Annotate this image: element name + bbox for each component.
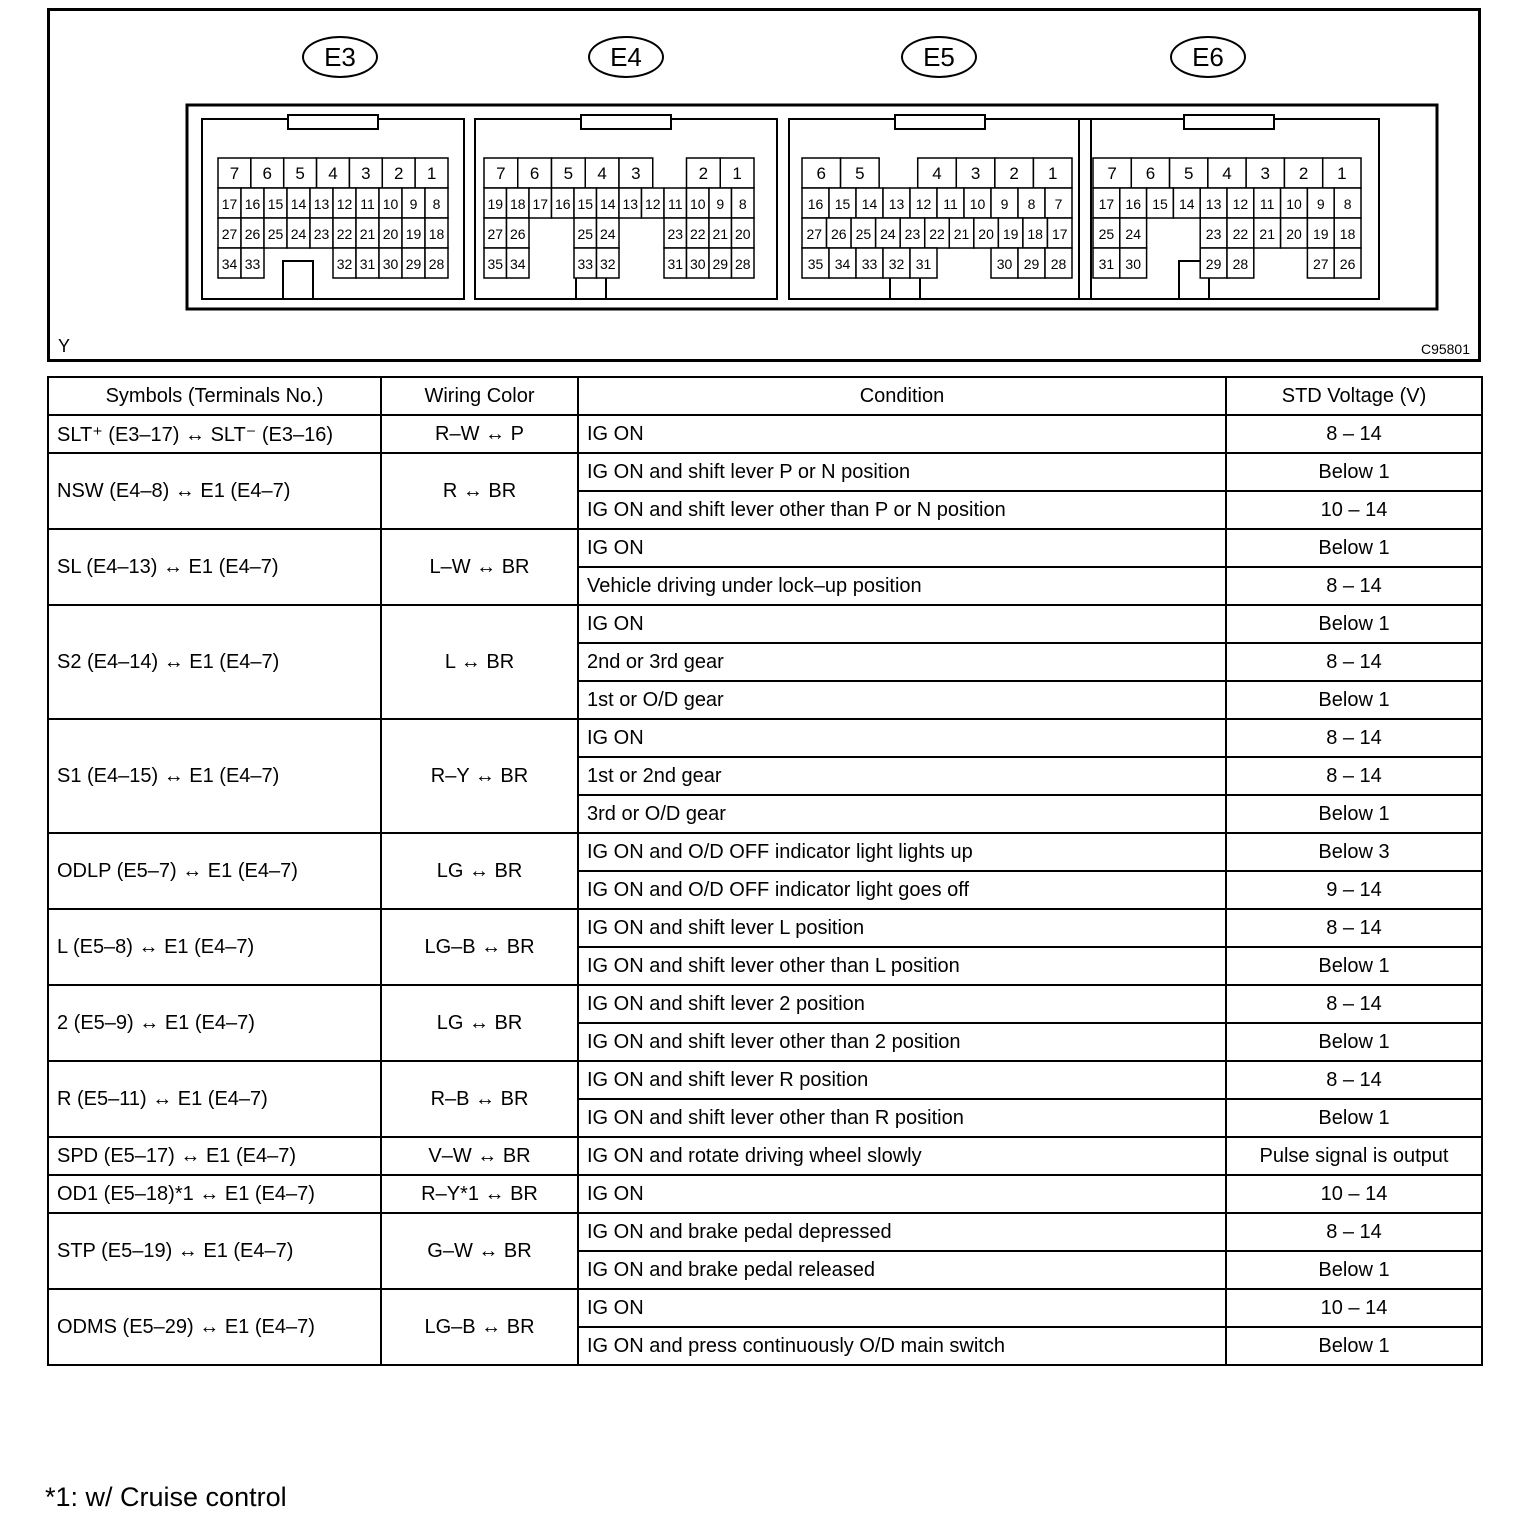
pin-number: 7 bbox=[1054, 196, 1063, 212]
condition-cell: IG ON bbox=[578, 1289, 1226, 1327]
wiring-color-cell: R–W ↔ P bbox=[381, 415, 578, 453]
std-voltage-cell: 8 – 14 bbox=[1226, 985, 1482, 1023]
view-mark: Y bbox=[58, 336, 71, 356]
std-voltage-cell: 9 – 14 bbox=[1226, 871, 1482, 909]
pin-number: 30 bbox=[382, 256, 399, 272]
pin-number: 5 bbox=[563, 164, 574, 183]
condition-cell: IG ON and shift lever other than R position bbox=[578, 1099, 1226, 1137]
table-header-row bbox=[48, 377, 1482, 415]
pin-number: 8 bbox=[1027, 196, 1036, 212]
pin-number: 33 bbox=[577, 256, 594, 272]
condition-cell: 2nd or 3rd gear bbox=[578, 643, 1226, 681]
pin-number: 2 bbox=[1298, 164, 1309, 183]
pin-number: 29 bbox=[712, 256, 729, 272]
condition-cell: IG ON bbox=[578, 1175, 1226, 1213]
terminal-symbol-cell: L (E5–8) ↔ E1 (E4–7) bbox=[48, 909, 381, 985]
pin-number: 11 bbox=[360, 196, 375, 212]
terminal-symbol-cell: NSW (E4–8) ↔ E1 (E4–7) bbox=[48, 453, 381, 529]
connector-label-e5: E5 bbox=[901, 36, 977, 78]
std-voltage-cell: Below 1 bbox=[1226, 1251, 1482, 1289]
std-voltage-cell: 8 – 14 bbox=[1226, 415, 1482, 453]
pin-number: 15 bbox=[1152, 196, 1168, 212]
pin-number: 8 bbox=[1343, 196, 1352, 212]
table-row bbox=[48, 1213, 1482, 1251]
terminal-symbol-cell: SLT⁺ (E3–17) ↔ SLT⁻ (E3–16) bbox=[48, 415, 381, 453]
condition-cell: IG ON and shift lever other than 2 position bbox=[578, 1023, 1226, 1061]
table-row bbox=[48, 1061, 1482, 1099]
pin-number: 21 bbox=[359, 226, 376, 242]
pin-number: 3 bbox=[361, 164, 371, 183]
std-voltage-cell: Below 1 bbox=[1226, 529, 1482, 567]
terminal-symbol-cell: S1 (E4–15) ↔ E1 (E4–7) bbox=[48, 719, 381, 833]
pin-number: 6 bbox=[1145, 164, 1156, 183]
condition-cell: IG ON bbox=[578, 415, 1226, 453]
table-row bbox=[48, 415, 1482, 453]
condition-cell: 1st or O/D gear bbox=[578, 681, 1226, 719]
pin-number: 9 bbox=[409, 196, 418, 212]
pin-number: 5 bbox=[295, 164, 305, 183]
pin-number: 15 bbox=[577, 196, 594, 212]
std-voltage-cell: Below 1 bbox=[1226, 795, 1482, 833]
pin-number: 24 bbox=[880, 226, 896, 242]
pin-number: 35 bbox=[807, 256, 824, 272]
wiring-color-cell: R–Y*1 ↔ BR bbox=[381, 1175, 578, 1213]
pin-number: 7 bbox=[496, 164, 506, 183]
connector-diagram bbox=[47, 8, 1481, 362]
header-condition: Condition bbox=[578, 377, 1226, 415]
pin-number: 25 bbox=[1098, 226, 1115, 242]
pin-number: 14 bbox=[861, 196, 878, 212]
pin-number: 22 bbox=[929, 226, 945, 242]
std-voltage-cell: Below 1 bbox=[1226, 947, 1482, 985]
terminal-symbol-cell: S2 (E4–14) ↔ E1 (E4–7) bbox=[48, 605, 381, 719]
pin-number: 35 bbox=[487, 256, 504, 272]
std-voltage-cell: 10 – 14 bbox=[1226, 1175, 1482, 1213]
pin-number: 12 bbox=[336, 196, 353, 212]
pin-number: 25 bbox=[577, 226, 594, 242]
pin-number: 10 bbox=[969, 196, 986, 212]
wiring-color-cell: L–W ↔ BR bbox=[381, 529, 578, 605]
condition-cell: Vehicle driving under lock–up position bbox=[578, 567, 1226, 605]
pin-number: 26 bbox=[831, 226, 847, 242]
wiring-color-cell: LG ↔ BR bbox=[381, 985, 578, 1061]
condition-cell: IG ON and O/D OFF indicator light goes off bbox=[578, 871, 1226, 909]
pin-number: 19 bbox=[487, 196, 504, 212]
pin-number: 28 bbox=[1050, 256, 1067, 272]
pin-number: 4 bbox=[597, 164, 607, 183]
pin-number: 17 bbox=[532, 196, 549, 212]
terminal-symbol-cell: ODLP (E5–7) ↔ E1 (E4–7) bbox=[48, 833, 381, 909]
pin-number: 13 bbox=[888, 196, 905, 212]
pin-number: 20 bbox=[382, 226, 399, 242]
wiring-color-cell: L ↔ BR bbox=[381, 605, 578, 719]
pin-number: 6 bbox=[816, 164, 827, 183]
pin-number: 22 bbox=[1232, 226, 1249, 242]
pin-number: 2 bbox=[393, 164, 404, 183]
pin-number: 30 bbox=[1125, 256, 1141, 272]
pin-number: 5 bbox=[1183, 164, 1194, 183]
header-symbols: Symbols (Terminals No.) bbox=[48, 377, 381, 415]
table-row bbox=[48, 1289, 1482, 1327]
terminal-symbol-cell: 2 (E5–9) ↔ E1 (E4–7) bbox=[48, 985, 381, 1061]
connector-latch-e3 bbox=[288, 115, 378, 129]
pin-number: 14 bbox=[599, 196, 616, 212]
pin-number: 11 bbox=[943, 196, 958, 212]
pin-number: 27 bbox=[1313, 256, 1329, 272]
std-voltage-cell: Below 1 bbox=[1226, 681, 1482, 719]
std-voltage-cell: Pulse signal is output bbox=[1226, 1137, 1482, 1175]
pin-number: 8 bbox=[432, 196, 441, 212]
table-row bbox=[48, 453, 1482, 491]
std-voltage-cell: 8 – 14 bbox=[1226, 643, 1482, 681]
pin-number: 27 bbox=[806, 226, 823, 242]
pin-number: 6 bbox=[529, 164, 540, 183]
condition-cell: IG ON bbox=[578, 605, 1226, 643]
header-std-voltage: STD Voltage (V) bbox=[1226, 377, 1482, 415]
pin-number: 27 bbox=[221, 226, 238, 242]
pin-number: 30 bbox=[689, 256, 706, 272]
pin-number: 3 bbox=[631, 164, 641, 183]
pin-number: 20 bbox=[734, 226, 751, 242]
pin-number: 9 bbox=[716, 196, 725, 212]
std-voltage-cell: 8 – 14 bbox=[1226, 567, 1482, 605]
wiring-color-cell: LG–B ↔ BR bbox=[381, 1289, 578, 1365]
pin-number: 14 bbox=[290, 196, 307, 212]
pin-number: 20 bbox=[1286, 226, 1302, 242]
pin-number: 1 bbox=[732, 164, 742, 183]
std-voltage-cell: 8 – 14 bbox=[1226, 757, 1482, 795]
pin-number: 21 bbox=[712, 226, 729, 242]
pin-number: 26 bbox=[244, 226, 261, 242]
std-voltage-cell: Below 1 bbox=[1226, 605, 1482, 643]
pin-number: 23 bbox=[1205, 226, 1222, 242]
pin-number: 33 bbox=[244, 256, 261, 272]
std-voltage-cell: 8 – 14 bbox=[1226, 909, 1482, 947]
table-row bbox=[48, 985, 1482, 1023]
pin-number: 33 bbox=[861, 256, 878, 272]
connector-latch-e4 bbox=[581, 115, 671, 129]
pin-number: 23 bbox=[313, 226, 330, 242]
pin-number: 32 bbox=[336, 256, 353, 272]
std-voltage-cell: 8 – 14 bbox=[1226, 1213, 1482, 1251]
pin-number: 16 bbox=[1125, 196, 1141, 212]
figure-code: C95801 bbox=[1420, 341, 1470, 357]
pin-number: 7 bbox=[1107, 164, 1117, 183]
pin-number: 8 bbox=[738, 196, 747, 212]
std-voltage-cell: Below 3 bbox=[1226, 833, 1482, 871]
pin-number: 29 bbox=[1023, 256, 1040, 272]
pin-number: 17 bbox=[1098, 196, 1115, 212]
std-voltage-cell: Below 1 bbox=[1226, 453, 1482, 491]
pin-number: 25 bbox=[855, 226, 872, 242]
pin-number: 18 bbox=[428, 226, 445, 242]
pin-number: 10 bbox=[382, 196, 399, 212]
condition-cell: IG ON and shift lever P or N position bbox=[578, 453, 1226, 491]
pin-number: 9 bbox=[1316, 196, 1325, 212]
condition-cell: IG ON and shift lever other than L position bbox=[578, 947, 1226, 985]
condition-cell: IG ON and brake pedal released bbox=[578, 1251, 1226, 1289]
pin-number: 28 bbox=[734, 256, 751, 272]
connector-diagram-drawing bbox=[50, 11, 1478, 359]
pin-number: 34 bbox=[221, 256, 238, 272]
header-wiring-color: Wiring Color bbox=[381, 377, 578, 415]
pin-number: 14 bbox=[1179, 196, 1195, 212]
condition-cell: 3rd or O/D gear bbox=[578, 795, 1226, 833]
condition-cell: IG ON and O/D OFF indicator light lights up bbox=[578, 833, 1226, 871]
pin-number: 4 bbox=[1222, 164, 1232, 183]
pin-number: 34 bbox=[834, 256, 851, 272]
pin-number: 31 bbox=[359, 256, 376, 272]
pin-number: 15 bbox=[267, 196, 284, 212]
wiring-color-cell: LG ↔ BR bbox=[381, 833, 578, 909]
terminal-symbol-cell: SL (E4–13) ↔ E1 (E4–7) bbox=[48, 529, 381, 605]
pin-number: 2 bbox=[1009, 164, 1019, 183]
pin-number: 31 bbox=[667, 256, 684, 272]
pin-number: 22 bbox=[336, 226, 353, 242]
wiring-color-cell: G–W ↔ BR bbox=[381, 1213, 578, 1289]
pin-number: 29 bbox=[1205, 256, 1222, 272]
connector-label-e4: E4 bbox=[588, 36, 664, 78]
pin-number: 10 bbox=[1286, 196, 1302, 212]
pin-number: 3 bbox=[1260, 164, 1271, 183]
table-row bbox=[48, 1137, 1482, 1175]
std-voltage-cell: 8 – 14 bbox=[1226, 719, 1482, 757]
pin-number: 2 bbox=[698, 164, 709, 183]
table-row bbox=[48, 833, 1482, 871]
pin-number: 31 bbox=[915, 256, 932, 272]
pin-number: 13 bbox=[1205, 196, 1222, 212]
pin-number: 24 bbox=[1125, 226, 1141, 242]
pin-number: 13 bbox=[622, 196, 639, 212]
condition-cell: IG ON and brake pedal depressed bbox=[578, 1213, 1226, 1251]
pin-number: 7 bbox=[229, 164, 240, 183]
std-voltage-cell: Below 1 bbox=[1226, 1023, 1482, 1061]
pin-number: 27 bbox=[487, 226, 504, 242]
condition-cell: IG ON and press continuously O/D main switch bbox=[578, 1327, 1226, 1365]
pin-number: 4 bbox=[932, 164, 942, 183]
condition-cell: IG ON and shift lever 2 position bbox=[578, 985, 1226, 1023]
condition-cell: IG ON and rotate driving wheel slowly bbox=[578, 1137, 1226, 1175]
std-voltage-cell: Below 1 bbox=[1226, 1099, 1482, 1137]
pin-number: 1 bbox=[1047, 164, 1058, 183]
std-voltage-cell: 10 – 14 bbox=[1226, 1289, 1482, 1327]
condition-cell: IG ON bbox=[578, 529, 1226, 567]
pin-number: 10 bbox=[689, 196, 706, 212]
connector-key-e3 bbox=[283, 261, 313, 299]
connector-latch-e5 bbox=[895, 115, 985, 129]
table-row bbox=[48, 529, 1482, 567]
condition-cell: IG ON and shift lever L position bbox=[578, 909, 1226, 947]
pin-number: 16 bbox=[554, 196, 571, 212]
pin-number: 18 bbox=[1027, 226, 1043, 242]
footnote: *1: w/ Cruise control bbox=[45, 1482, 287, 1512]
table-row bbox=[48, 909, 1482, 947]
terminal-symbol-cell: R (E5–11) ↔ E1 (E4–7) bbox=[48, 1061, 381, 1137]
condition-cell: 1st or 2nd gear bbox=[578, 757, 1226, 795]
wiring-color-cell: R–B ↔ BR bbox=[381, 1061, 578, 1137]
pin-number: 17 bbox=[221, 196, 238, 212]
pin-number: 9 bbox=[1000, 196, 1009, 212]
pin-number: 32 bbox=[888, 256, 905, 272]
std-voltage-cell: 10 – 14 bbox=[1226, 491, 1482, 529]
pin-number: 3 bbox=[970, 164, 981, 183]
pin-number: 11 bbox=[1259, 196, 1275, 212]
pin-number: 28 bbox=[1232, 256, 1249, 272]
connector-latch-e6 bbox=[1184, 115, 1274, 129]
connector-label-e6: E6 bbox=[1170, 36, 1246, 78]
pin-number: 19 bbox=[1313, 226, 1329, 242]
pin-number: 17 bbox=[1051, 226, 1068, 242]
pin-number: 24 bbox=[599, 226, 616, 242]
pin-number: 20 bbox=[978, 226, 994, 242]
pin-number: 15 bbox=[834, 196, 851, 212]
pin-number: 22 bbox=[689, 226, 706, 242]
table-row bbox=[48, 1175, 1482, 1213]
pin-number: 11 bbox=[667, 196, 683, 212]
pin-number: 12 bbox=[1232, 196, 1249, 212]
wiring-color-cell: V–W ↔ BR bbox=[381, 1137, 578, 1175]
condition-cell: IG ON and shift lever R position bbox=[578, 1061, 1226, 1099]
pin-number: 25 bbox=[267, 226, 284, 242]
pin-number: 12 bbox=[644, 196, 661, 212]
table-row bbox=[48, 605, 1482, 643]
pin-number: 24 bbox=[290, 226, 307, 242]
terminal-symbol-cell: ODMS (E5–29) ↔ E1 (E4–7) bbox=[48, 1289, 381, 1365]
pin-number: 26 bbox=[1339, 256, 1356, 272]
wiring-color-cell: LG–B ↔ BR bbox=[381, 909, 578, 985]
pin-number: 31 bbox=[1098, 256, 1115, 272]
pin-number: 16 bbox=[244, 196, 261, 212]
terminal-symbol-cell: SPD (E5–17) ↔ E1 (E4–7) bbox=[48, 1137, 381, 1175]
pin-number: 28 bbox=[428, 256, 445, 272]
voltage-spec-table bbox=[47, 376, 1483, 1366]
pin-number: 18 bbox=[1339, 226, 1356, 242]
condition-cell: IG ON and shift lever other than P or N position bbox=[578, 491, 1226, 529]
pin-number: 34 bbox=[509, 256, 526, 272]
pin-number: 1 bbox=[1337, 164, 1347, 183]
pin-number: 23 bbox=[904, 226, 921, 242]
pin-number: 19 bbox=[1002, 226, 1019, 242]
terminal-symbol-cell: OD1 (E5–18)*1 ↔ E1 (E4–7) bbox=[48, 1175, 381, 1213]
pin-number: 30 bbox=[996, 256, 1013, 272]
pin-number: 18 bbox=[509, 196, 526, 212]
pin-number: 1 bbox=[426, 164, 437, 183]
pin-number: 16 bbox=[807, 196, 824, 212]
pin-number: 5 bbox=[855, 164, 865, 183]
pin-number: 21 bbox=[953, 226, 970, 242]
pin-number: 12 bbox=[915, 196, 932, 212]
pin-number: 26 bbox=[509, 226, 526, 242]
pin-number: 32 bbox=[599, 256, 616, 272]
condition-cell: IG ON bbox=[578, 719, 1226, 757]
pin-number: 19 bbox=[405, 226, 422, 242]
connector-label-e3: E3 bbox=[302, 36, 378, 78]
wiring-color-cell: R ↔ BR bbox=[381, 453, 578, 529]
pin-number: 13 bbox=[313, 196, 330, 212]
pin-number: 29 bbox=[405, 256, 422, 272]
wiring-color-cell: R–Y ↔ BR bbox=[381, 719, 578, 833]
table-row bbox=[48, 719, 1482, 757]
terminal-symbol-cell: STP (E5–19) ↔ E1 (E4–7) bbox=[48, 1213, 381, 1289]
pin-number: 23 bbox=[667, 226, 684, 242]
std-voltage-cell: 8 – 14 bbox=[1226, 1061, 1482, 1099]
std-voltage-cell: Below 1 bbox=[1226, 1327, 1482, 1365]
pin-number: 21 bbox=[1259, 226, 1275, 242]
pin-number: 6 bbox=[262, 164, 273, 183]
pin-number: 4 bbox=[328, 164, 338, 183]
